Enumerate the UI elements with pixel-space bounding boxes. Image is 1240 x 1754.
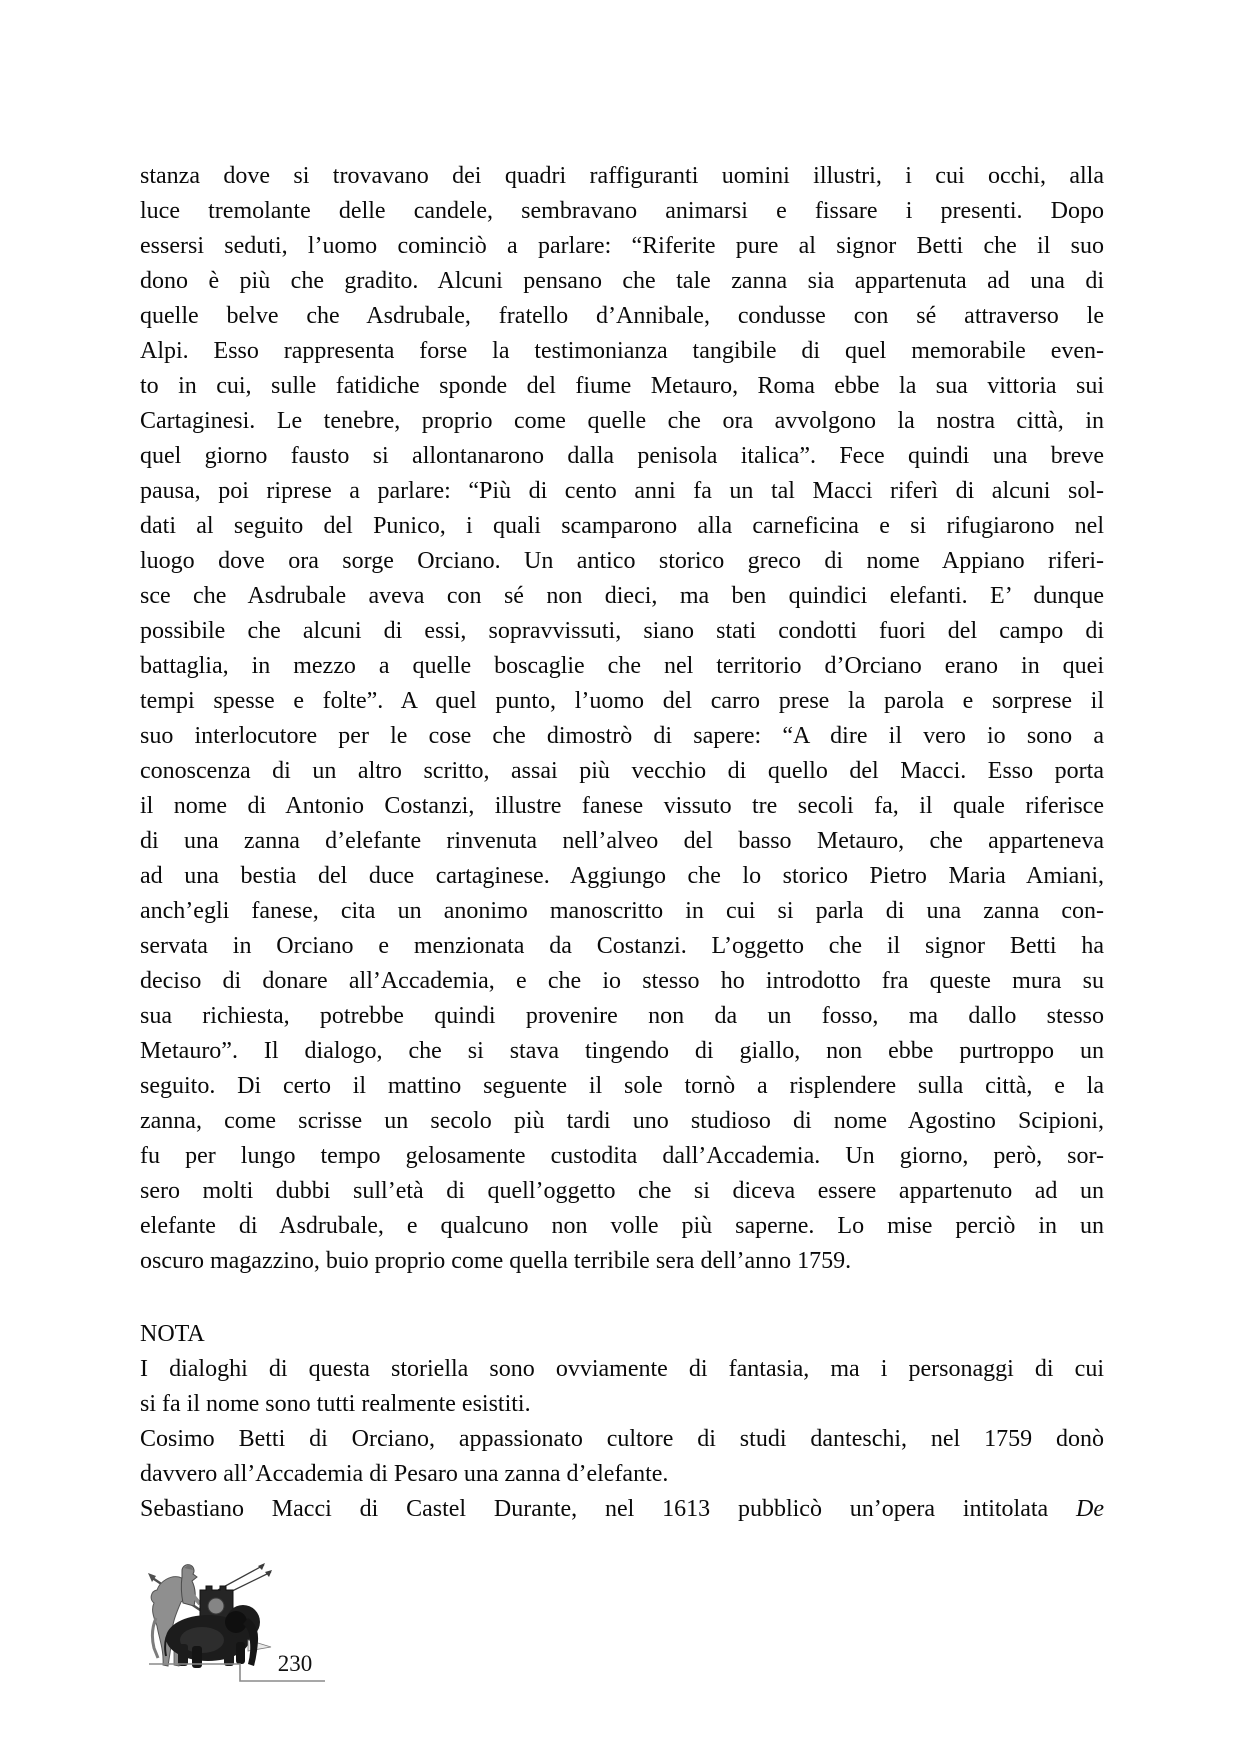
text-line: suo interlocutore per le cose che dimostrò di sapere: “A dire il vero io sono a [140,723,1104,749]
text-line: possibile che alcuni di essi, sopravvissuti, siano stati condotti fuori del campo di [140,618,1104,644]
text-line: to in cui, sulle fatidiche sponde del fiume Metauro, Roma ebbe la sua vittoria sui [140,373,1104,399]
text-line: stanza dove si trovavano dei quadri raffiguranti uomini illustri, i cui occhi, alla [140,163,1104,189]
text-line: sua richiesta, potrebbe quindi provenire non da un fosso, ma dallo stesso [140,1003,1104,1029]
text-line: quelle belve che Asdrubale, fratello d’Annibale, condusse con sé attraverso le [140,303,1104,329]
text-line: elefante di Asdrubale, e qualcuno non volle più saperne. Lo mise perciò in un [140,1213,1104,1239]
text-line: Cartaginesi. Le tenebre, proprio come quelle che ora avvolgono la nostra città, in [140,408,1104,434]
text-line: seguito. Di certo il mattino seguente il sole tornò a risplendere sulla città, e la [140,1073,1104,1099]
text-line: I dialoghi di questa storiella sono ovviamente di fantasia, ma i personaggi di cui [140,1356,1104,1382]
text-line: conoscenza di un altro scritto, assai più vecchio di quello del Macci. Esso porta [140,758,1104,784]
text-line: dati al seguito del Punico, i quali scamparono alla carneficina e si rifugiarono nel [140,513,1104,539]
text-line: deciso di donare all’Accademia, e che io stesso ho introdotto fra queste mura su [140,968,1104,994]
text-line: davvero all’Accademia di Pesaro una zanna d’elefante. [140,1461,669,1487]
text-line: si fa il nome sono tutti realmente esistiti. [140,1391,531,1417]
text-line: il nome di Antonio Costanzi, illustre fanese vissuto tre secoli fa, il quale riferisce [140,793,1104,819]
text-line: luce tremolante delle candele, sembravano animarsi e fissare i presenti. Dopo [140,198,1104,224]
text-line: sero molti dubbi sull’età di quell’oggetto che si diceva essere appartenuto ad un [140,1178,1104,1204]
text-line: pausa, poi riprese a parlare: “Più di cento anni fa un tal Macci riferì di alcuni sol- [140,478,1104,504]
text-line: Metauro”. Il dialogo, che si stava tingendo di giallo, non ebbe purtroppo un [140,1038,1104,1064]
text-line: ad una bestia del duce cartaginese. Aggiungo che lo storico Pietro Maria Amiani, [140,863,1104,889]
text-line: di una zanna d’elefante rinvenuta nell’alveo del basso Metauro, che apparteneva [140,828,1104,854]
nota-heading: NOTA [140,1321,205,1347]
story-paragraph [140,159,1104,1279]
text-line: zanna, come scrisse un secolo più tardi uno studioso di nome Agostino Scipioni, [140,1108,1104,1134]
text-line: anch’egli fanese, cita un anonimo manoscritto in cui si parla di una zanna con- [140,898,1104,924]
horseman-icon [181,1564,200,1606]
text-line: servata in Orciano e menzionata da Costanzi. L’oggetto che il signor Betti ha [140,933,1104,959]
text-line: Alpi. Esso rappresenta forse la testimonianza tangibile di quel memorabile even- [140,338,1104,364]
text-line: sce che Asdrubale aveva con sé non dieci, ma ben quindici elefanti. E’ dunque [140,583,1104,609]
text-line: Sebastiano Macci di Castel Durante, nel 1613 pubblicò un’opera intitolata De [140,1496,1104,1522]
page-number: 230 [277,1651,313,1676]
text-line: luogo dove ora sorge Orciano. Un antico storico greco di nome Appiano riferi- [140,548,1104,574]
text-line: dono è più che gradito. Alcuni pensano che tale zanna sia appartenuta ad una di [140,268,1104,294]
war-elephant-illustration [144,1560,276,1674]
text-line: fu per lungo tempo gelosamente custodita dall’Accademia. Un giorno, però, sor- [140,1143,1104,1169]
nota-paragraph [140,1352,1104,1527]
nota-section [140,1317,1104,1527]
text-line: oscuro magazzino, buio proprio come quella terribile sera dell’anno 1759. [140,1248,852,1274]
text-line: tempi spesse e folte”. A quel punto, l’uomo del carro prese la parola e sorprese il [140,688,1104,714]
text-line: Cosimo Betti di Orciano, appassionato cultore di studi danteschi, nel 1759 donò [140,1426,1104,1452]
text-line: essersi seduti, l’uomo cominciò a parlare: “Riferite pure al signor Betti che il suo [140,233,1104,259]
text-line: quel giorno fausto si allontanarono dalla penisola italica”. Fece quindi una breve [140,443,1104,469]
text-line: battaglia, in mezzo a quelle boscaglie che nel territorio d’Orciano erano in quei [140,653,1104,679]
